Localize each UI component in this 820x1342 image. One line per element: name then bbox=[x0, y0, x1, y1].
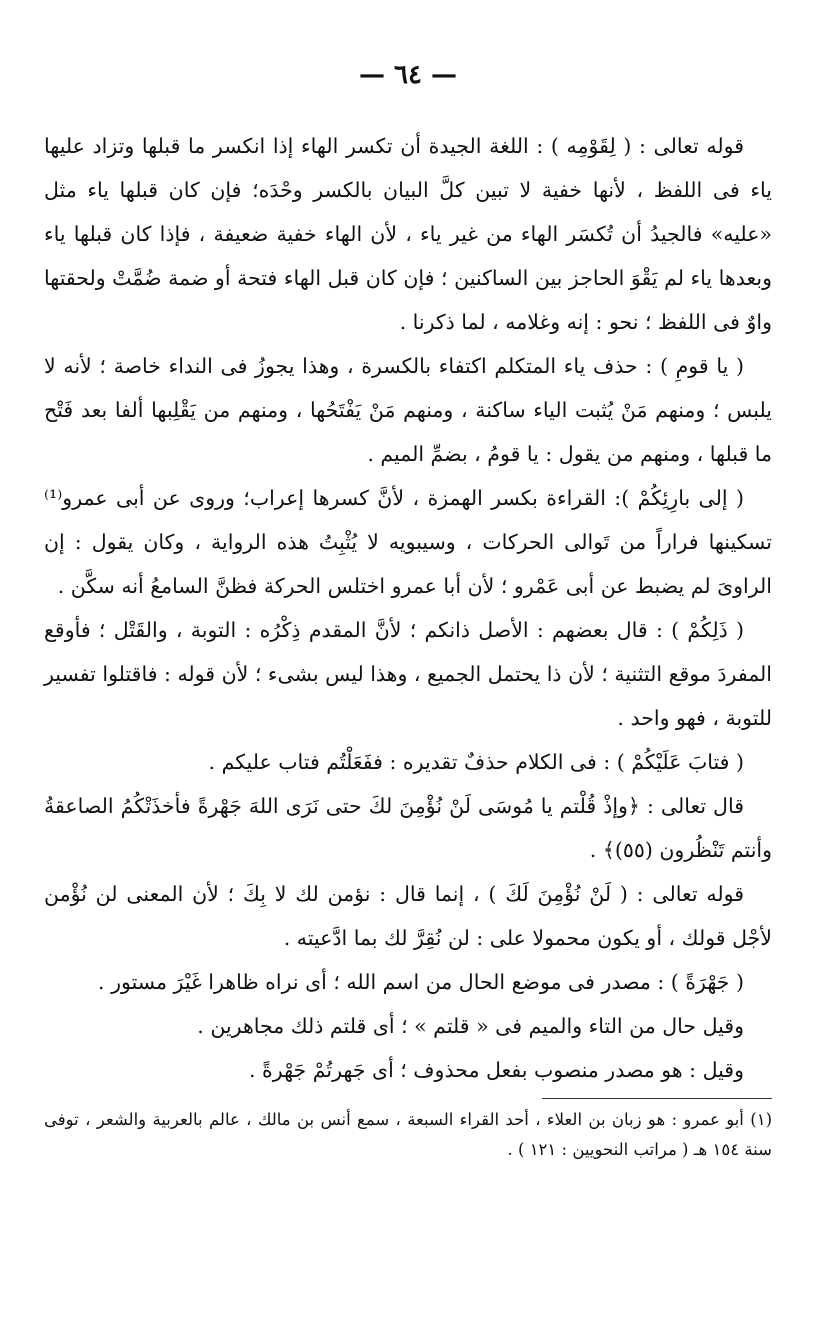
paragraph-2: ( يا قومِ ) : حذف ياء المتكلم اكتفاء بالكسرة ، وهذا يجوزُ فى النداء خاصة ؛ لأنه لا يلبس ؛ ومنهم مَنْ يُثبت الياء ساكنة ، ومنهم مَنْ يَفْتَحُها ، ومنهم من يَقْلِبها ألفا بعد فَتْح ما قبلها ، ومنهم من يقول : يا قومُ ، بضمِّ الميم . bbox=[44, 354, 772, 466]
page-number: — ٦٤ — bbox=[358, 60, 458, 90]
paragraph-10: وقيل : هو مصدر منصوب بفعل محذوف ؛ أى جَهرتُمْ جَهْرةً . bbox=[249, 1058, 744, 1082]
paragraph-4: ( ذَلِكُمْ ) : قال بعضهم : الأصل ذانكم ؛ لأنَّ المقدم ذِكْرُه : التوبة ، والقَتْل ؛ فأوقع المفردَ موقع التثنية ؛ لأن ذا يحتمل الجميع ، وهذا ليس بشىء ؛ لأن قوله : فاقتلوا تفسير للتوبة ، فهو واحد . bbox=[44, 618, 772, 730]
footnotes bbox=[44, 1105, 772, 1165]
paragraph-7: قوله تعالى : ( لَنْ نُؤْمِنَ لَكَ ) ، إنما قال : نؤمن لك لا بِكَ ؛ لأن المعنى لن نُؤْمن لأجْل قولك ، أو يكون محمولا على : لن نُقِرَّ لك بما ادَّعيته . bbox=[44, 882, 772, 950]
paragraph-8: ( جَهْرَةً ) : مصدر فى موضع الحال من اسم الله ؛ أى نراه ظاهرا غَيْرَ مستور . bbox=[98, 970, 744, 994]
verse-paragraph: قال تعالى : ﴿وإذْ قُلْتم يا مُوسَى لَنْ نُؤْمِنَ لكَ حتى نَرَى اللهَ جَهْرةً فأخذَتْكُمُ الصاعقةُ وأنتم تَنْظُرون (٥٥)﴾ . bbox=[44, 794, 772, 862]
paragraph-1: قوله تعالى : ( لِقَوْمِه ) : اللغة الجيدة أن تكسر الهاء إذا انكسر ما قبلها وتزاد عليها ياء فى اللفظ ، لأنها خفية لا تبين كلَّ البيان بالكسر وحْدَه؛ فإن كان قبلها ياء مثل «عليه» فالجيدُ أن تُكسَر الهاء من غير ياء ، لأن الهاء خفية ضعيفة ، فإذا كان قبلها ياء وبعدها ياء لم يَقْوَ الحاجز بين الساكنين ؛ فإن كان قبل الهاء فتحة أو ضمة ضُمَّتْ ولحقتها واوٌ فى اللفظ ؛ نحو : إنه وغلامه ، لما ذكرنا . bbox=[44, 134, 772, 334]
main-text bbox=[44, 124, 772, 1092]
footnote-1: (١) أبو عمرو : هو زبان بن العلاء ، أحد القراء السبعة ، سمع أنس بن مالك ، عالم بالعربية والشعر ، توفى سنة ١٥٤ هـ ( مراتب النحويين : ١٢١ ) . bbox=[44, 1110, 772, 1159]
paragraph-9: وقيل حال من التاء والميم فى « قلتم » ؛ أى قلتم ذلك مجاهرين . bbox=[197, 1014, 744, 1038]
paragraph-5: ( فتابَ عَلَيْكُمْ ) : فى الكلام حذفٌ تقديره : ففَعَلْتُم فتاب عليكم . bbox=[208, 750, 744, 774]
footnote-divider bbox=[542, 1098, 772, 1099]
paragraph-3: ( إلى بارِئِكُمْ ): القراءة بكسر الهمزة ، لأنَّ كسرها إعراب؛ وروى عن أبى عمرو⁽¹⁾ تسكينها فراراً من تَوالى الحركات ، وسيبويه لا يُثْبِتُ هذه الرواية ، وكان يقول : إن الراوىَ لم يضبط عن أبى عَمْرو ؛ لأن أبا عمرو اختلس الحركة فظنَّ السامعُ أنه سكَّن . bbox=[44, 486, 772, 598]
